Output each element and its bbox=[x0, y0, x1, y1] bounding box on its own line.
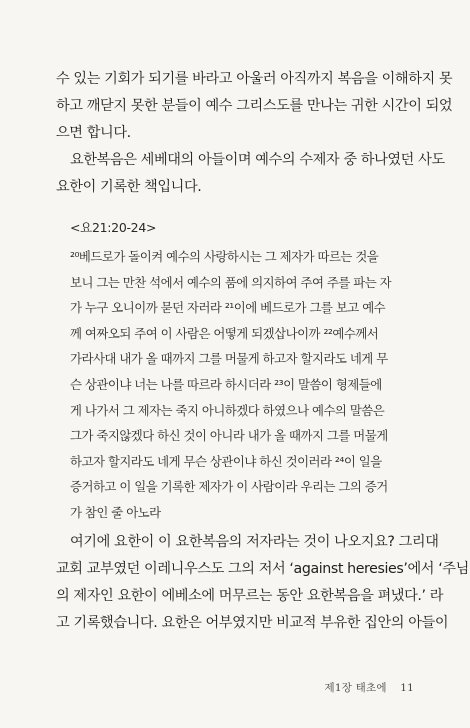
paragraph-1 bbox=[56, 66, 453, 147]
text-line: 교회 교부였던 이레니우스도 그의 저서 ‘against heresies’에서 ‘주님 bbox=[56, 561, 469, 577]
text-line: 요한이 기록한 책입니다. bbox=[56, 179, 202, 195]
quote-line: 보니 그는 만찬 석에서 예수의 품에 의지하여 주여 주를 파는 자 bbox=[70, 274, 392, 290]
quote-line: ²⁰베드로가 돌이켜 예수의 사랑하시는 그 제자가 따르는 것을 bbox=[70, 249, 379, 264]
paragraph-2 bbox=[56, 147, 445, 201]
paragraph-3 bbox=[56, 529, 469, 637]
scripture-reference: <요21:20-24> bbox=[70, 220, 157, 235]
text-line: 의 제자인 요한이 에베소에 머무르는 동안 요한복음을 펴냈다.’ 라 bbox=[56, 588, 444, 604]
scripture-quote bbox=[70, 244, 416, 526]
quote-line: 가 참인 줄 아노라 bbox=[70, 504, 161, 520]
text-line: 수 있는 기회가 되기를 바라고 아울러 아직까지 복음을 이해하지 못 bbox=[56, 71, 453, 87]
text-line: 으면 합니다. bbox=[56, 125, 131, 141]
quote-line: 가라사대 내가 올 때까지 그를 머물게 하고자 할지라도 네게 무 bbox=[70, 351, 388, 367]
quote-line: 게 나가서 그 제자는 죽지 아니하겠다 하였으나 예수의 말씀은 bbox=[70, 402, 385, 418]
text-line: 요한복음은 세베대의 아들이며 예수의 수제자 중 하나였던 사도 bbox=[70, 152, 445, 168]
quote-line: 께 여짜오되 주여 이 사람은 어떻게 되겠삽나이까 ²²예수께서 bbox=[70, 325, 379, 341]
page-number: 11 bbox=[400, 682, 414, 694]
quote-line: 그가 죽지않겠다 하신 것이 아니라 내가 올 때까지 그를 머물게 bbox=[70, 428, 388, 444]
text-line: 고 기록했습니다. 요한은 어부였지만 비교적 부유한 집안의 아들이 bbox=[56, 615, 449, 631]
quote-line: 슨 상관이냐 너는 나를 따르라 하시더라 ²³이 말씀이 형제들에 bbox=[70, 376, 382, 392]
page-footer bbox=[325, 680, 414, 695]
quote-line: 가 누구 오니이까 묻던 자러라 ²¹이에 베드로가 그를 보고 예수 bbox=[70, 300, 386, 316]
quote-line: 하고자 할지라도 네게 무슨 상관이냐 하신 것이러라 ²⁴이 일을 bbox=[70, 453, 382, 469]
text-line: 여기에 요한이 이 요한복음의 저자라는 것이 나오지요? 그리대 bbox=[70, 534, 439, 550]
chapter-title: 제1장 태초에 bbox=[324, 682, 387, 694]
quote-line: 증거하고 이 일을 기록한 제자가 이 사람이라 우리는 그의 증거 bbox=[70, 479, 388, 495]
text-line: 하고 깨닫지 못한 분들이 예수 그리스도를 만나는 귀한 시간이 되었 bbox=[56, 98, 453, 114]
